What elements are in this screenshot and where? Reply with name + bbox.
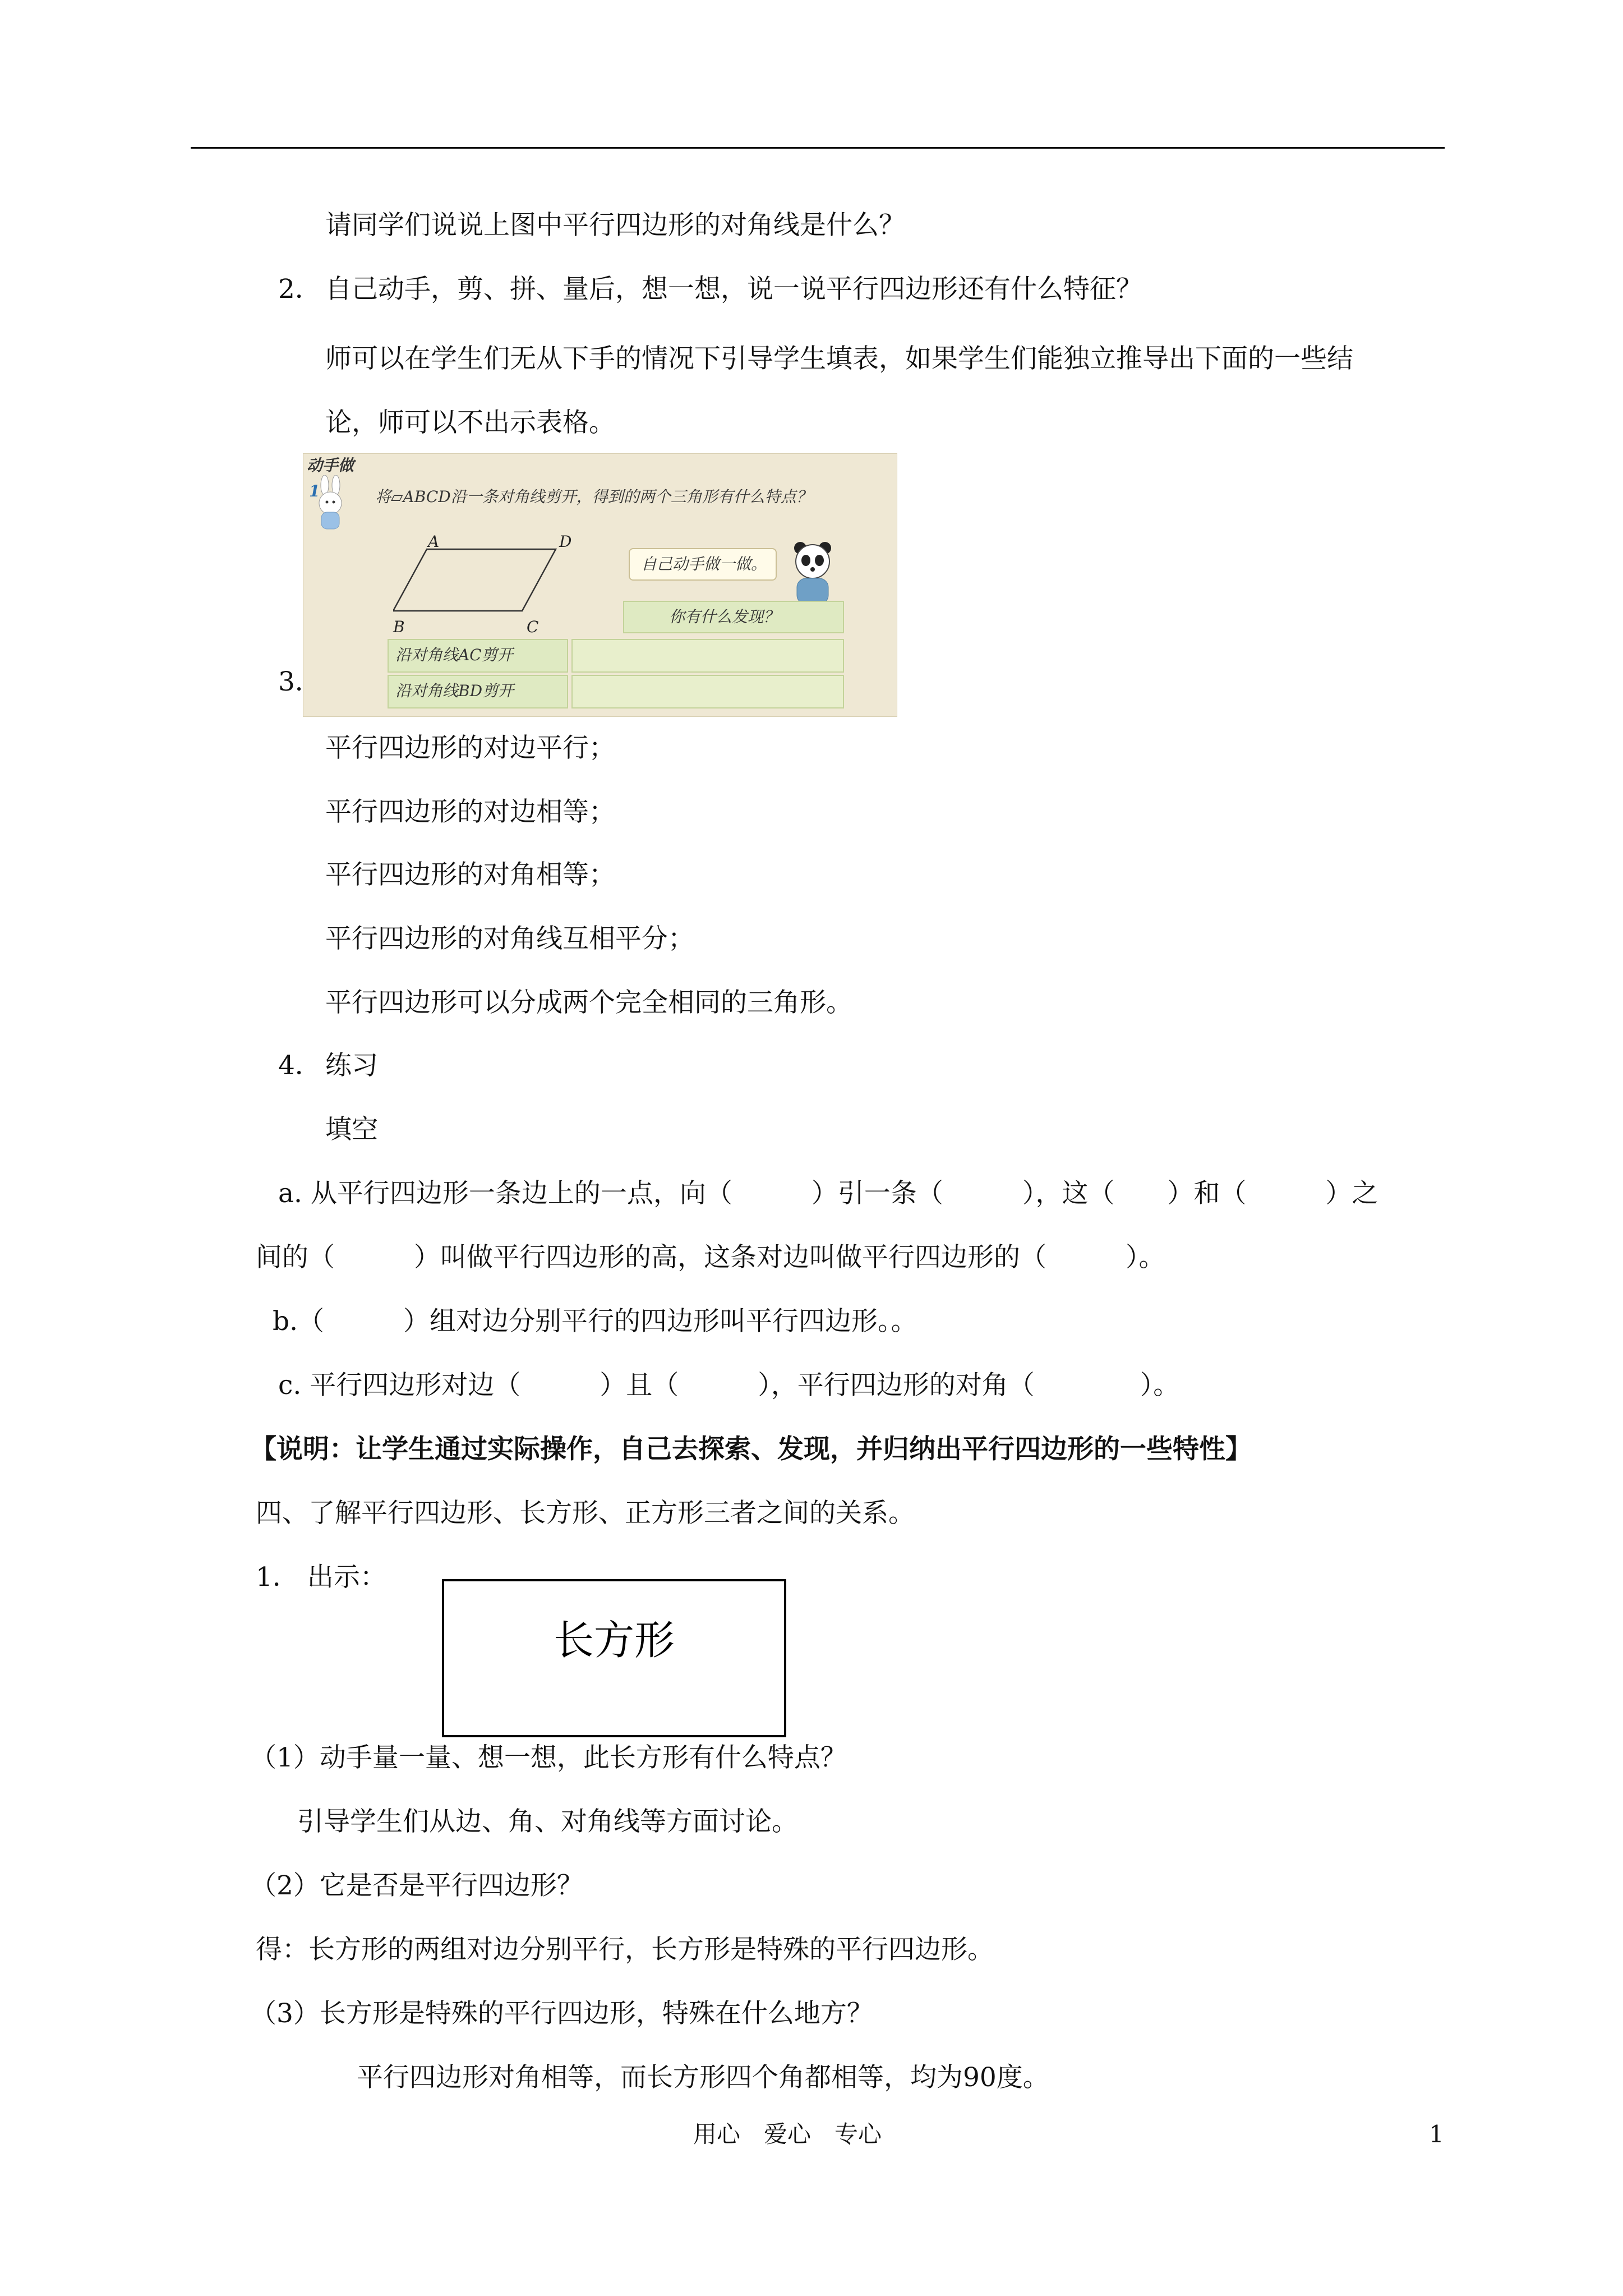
show-label: 1． 出示： — [256, 1562, 386, 1593]
paragraph: 引导学生们从边、角、对角线等方面讨论。 — [297, 1806, 798, 1837]
paragraph: 得：长方形的两组对边分别平行，长方形是特殊的平行四边形。 — [256, 1934, 994, 1965]
point-c-label: C — [527, 618, 539, 636]
header-rule — [191, 147, 1445, 149]
paragraph: 自己动手，剪、拼、量后，想一想，说一说平行四边形还有什么特征？ — [325, 274, 1142, 305]
discover-label: 你有什么发现？ — [669, 608, 780, 626]
paragraph: 论，师可以不出示表格。 — [325, 407, 615, 438]
figure-question: 将▱ABCD沿一条对角线剪开，得到的两个三角形有什么特点？ — [375, 487, 812, 506]
figure-index: 1 — [309, 482, 320, 500]
speech-bubble-text: 自己动手做一做。 — [641, 555, 767, 573]
point-d-label: D — [559, 532, 572, 551]
parallelogram-diagram — [393, 538, 573, 622]
question-a: a. 从平行四边形一条边上的一点，向（ ）引一条（ ），这（ ）和（ ）之 — [278, 1178, 1378, 1209]
footer-motto: 用心 爱心 专心 — [693, 2120, 882, 2148]
question-a-cont: 间的（ ）叫做平行四边形的高，这条对边叫做平行四边形的（ ）。 — [256, 1242, 1165, 1273]
item-number: 4． — [278, 1050, 321, 1081]
note: 【说明：让学生通过实际操作，自己去探索、发现，并归纳出平行四边形的一些特性】 — [250, 1434, 1252, 1465]
page-number: 1 — [1429, 2120, 1444, 2148]
feature-line: 平行四边形可以分成两个完全相同的三角形。 — [325, 987, 852, 1018]
question-b: b.（ ）组对边分别平行的四边形叫平行四边形。。 — [273, 1306, 917, 1337]
paragraph: （2）它是否是平行四边形？ — [250, 1870, 583, 1901]
discover-header-box — [623, 601, 844, 633]
feature-line: 平行四边形的对边相等； — [325, 797, 615, 827]
paragraph: 请同学们说说上图中平行四边形的对角线是什么？ — [325, 210, 905, 241]
paragraph: 平行四边形对角相等，而长方形四个角都相等，均为90度。 — [357, 2062, 1049, 2093]
row-label-box — [388, 639, 568, 673]
textbook-figure — [303, 453, 897, 717]
subsection-title: 填空 — [325, 1114, 378, 1145]
answer-cell — [571, 675, 844, 708]
section-title: 练习 — [325, 1050, 378, 1081]
answer-cell — [571, 639, 844, 673]
item-number: 2． — [278, 274, 321, 305]
figure-header: 动手做 — [307, 456, 354, 475]
rectangle-figure — [442, 1579, 786, 1737]
panda-illustration — [785, 538, 841, 605]
item-number: 3． — [278, 666, 321, 697]
feature-line: 平行四边形的对角线互相平分； — [325, 923, 694, 954]
section-heading: 四、了解平行四边形、长方形、正方形三者之间的关系。 — [256, 1498, 915, 1529]
speech-bubble — [629, 548, 777, 581]
paragraph: （1）动手量一量、想一想，此长方形有什么特点？ — [250, 1742, 847, 1773]
paragraph: 师可以在学生们无从下手的情况下引导学生填表，如果学生们能独立推导出下面的一些结 — [325, 343, 1353, 374]
question-c: c. 平行四边形对边（ ）且（ ），平行四边形的对角（ ）。 — [278, 1370, 1180, 1401]
feature-line: 平行四边形的对角相等； — [325, 859, 615, 890]
row-label: 沿对角线BD剪开 — [395, 682, 514, 700]
point-a-label: A — [428, 532, 440, 551]
point-b-label: B — [393, 618, 405, 636]
rectangle-label: 长方形 — [553, 1617, 675, 1664]
paragraph: （3）长方形是特殊的平行四边形，特殊在什么地方？ — [250, 1998, 873, 2029]
row-label: 沿对角线AC剪开 — [395, 646, 513, 664]
row-label-box — [388, 675, 568, 708]
feature-line: 平行四边形的对边平行； — [325, 733, 615, 763]
